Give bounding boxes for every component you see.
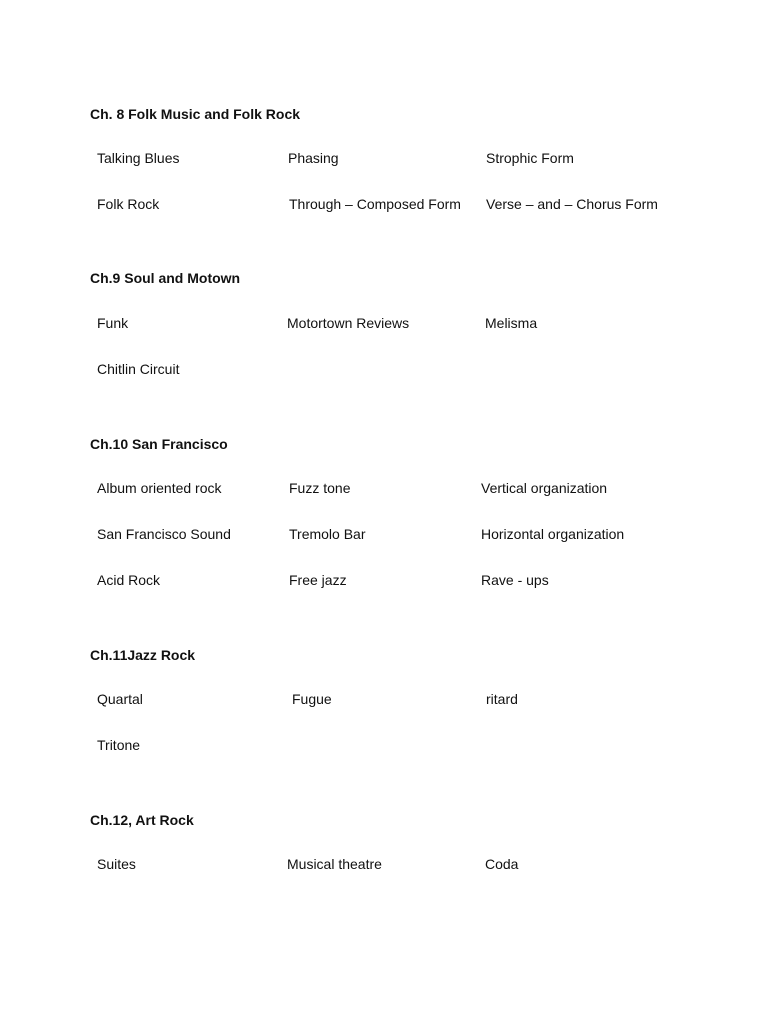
term-fugue: Fugue — [292, 691, 332, 707]
term-suites: Suites — [97, 856, 136, 872]
term-through-composed-form: Through – Composed Form — [289, 196, 461, 212]
term-album-oriented-rock: Album oriented rock — [97, 480, 222, 496]
section-heading-ch10: Ch.10 San Francisco — [90, 436, 228, 452]
term-coda: Coda — [485, 856, 519, 872]
term-funk: Funk — [97, 315, 129, 331]
section-heading-ch8: Ch. 8 Folk Music and Folk Rock — [90, 106, 301, 122]
term-talking-blues: Talking Blues — [97, 150, 180, 166]
term-folk-rock: Folk Rock — [97, 196, 160, 212]
term-strophic-form: Strophic Form — [486, 150, 574, 166]
term-horizontal-organization: Horizontal organization — [481, 526, 625, 542]
term-san-francisco-sound: San Francisco Sound — [97, 526, 231, 542]
section-heading-ch9: Ch.9 Soul and Motown — [90, 270, 241, 286]
term-quartal: Quartal — [97, 691, 143, 707]
term-chitlin-circuit: Chitlin Circuit — [97, 361, 180, 377]
section-heading-ch11: Ch.11Jazz Rock — [90, 647, 196, 663]
term-tritone: Tritone — [97, 737, 141, 753]
term-tremolo-bar: Tremolo Bar — [289, 526, 366, 542]
term-vertical-organization: Vertical organization — [481, 480, 608, 496]
term-musical-theatre: Musical theatre — [287, 856, 382, 872]
term-motortown-reviews: Motortown Reviews — [287, 315, 410, 331]
term-phasing: Phasing — [288, 150, 339, 166]
term-free-jazz: Free jazz — [289, 572, 347, 588]
term-fuzz-tone: Fuzz tone — [289, 480, 351, 496]
term-rave-ups: Rave - ups — [481, 572, 549, 588]
term-acid-rock: Acid Rock — [97, 572, 161, 588]
term-ritard: ritard — [486, 691, 518, 707]
term-melisma: Melisma — [485, 315, 538, 331]
section-heading-ch12: Ch.12, Art Rock — [90, 812, 194, 828]
term-verse-and-chorus-form: Verse – and – Chorus Form — [486, 196, 658, 212]
